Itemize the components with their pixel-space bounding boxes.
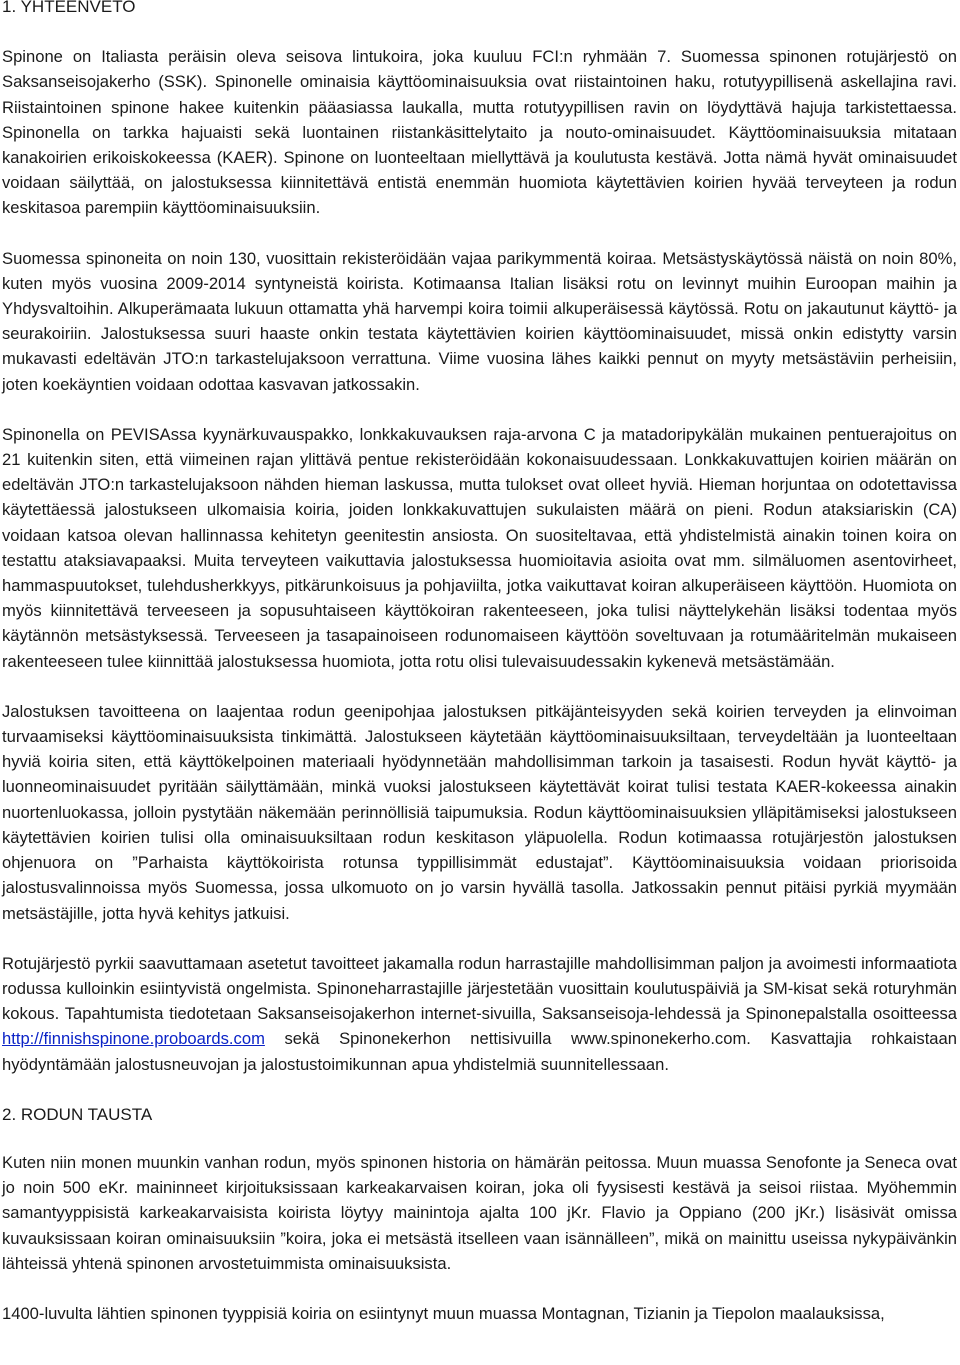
document-page — [2, 0, 957, 1326]
paragraph: Spinonella on PEVISAssa kyynärkuvauspakko, lonkkakuvauksen raja-arvona C ja matadoripykälän mukainen pentuerajoitus on 21 kuitenkin siten, että viimeinen rajan ylittävä pentue rekisteröidään kokonaisuudessaan. Lonkkakuvattujen koirien määrän on edeltävän JTO:n tarkastelujaksoon nähden hieman laskussa, mutta tulokset ovat olleet hyviä. Hieman horjuntaa on odotettavissa käytettäessä jalostukseen ulkomaisia koiria, joiden lonkkakuvattujen sukulaisten määrä on pieni. Rodun ataksiariskin (CA) voidaan katsoa olevan hallinnassa kehitetyn geenitestin ansiosta. On suositeltavaa, että yhdistelmistä ainakin toinen koira on testattu ataksiavapaaksi. Muita terveyteen vaikuttavia jalostuksessa huomioitavia asioita ovat mm. silmäluomen asentovirheet, hammaspuutokset, tulehdusherkkyys, pitkärunkoisuus ja pohjaviilta, jotka vaikuttavat koiran alkuperäiseen käyttöön. Huomiota on myös kiinnitettävä terveeseen ja sopusuhtaiseen käyttökoiran rakenteeseen, joka tulisi näyttelykehän lisäksi todentaa myös käytännön metsästyksessä. Terveeseen ja tasapainoiseen rodunomaiseen käyttöön soveltuvaan ja rotumääritelmän mukaiseen rakenteeseen tulee kiinnittää jalostuksessa huomiota, jotta rotu olisi tulevaisuudessakin kykenevä metsästämään. — [2, 424, 957, 671]
paragraph: Spinone on Italiasta peräisin oleva seisova lintukoira, joka kuuluu FCI:n ryhmään 7. Suomessa spinonen rotujärjestö on Saksanseisojakerho (SSK). Spinonelle ominaisia käyttöominaisuuksia ovat riistaintoinen haku, rotutyypillisenä askellajina ravi. Riistaintoinen spinone hakee kuitenkin pääasiassa laukalla, mutta rotutyypillisen ravin on löydyttävä hajuja tarkistettaessa. Spinonella on tarkka hajuaisti sekä luontainen riistankäsittelytaito ja nouto-ominaisuudet. Käyttöominaisuuksia mitataan kanakoirien erikoiskokeessa (KAER). Spinone on luonteeltaan miellyttävä ja koulutusta kestävä. Jotta nämä hyvät ominaisuudet voidaan säilyttää, on jalostuksessa kiinnitettävä entistä enemmän huomiota käytettävien koirien hyvää terveyteen ja rodun keskitasoa parempiin käyttöominaisuuksiin. — [2, 47, 957, 218]
paragraph-text: Rotujärjestö pyrkii saavuttamaan asetetut tavoitteet jakamalla rodun harrastajille mahdollisimman paljon ja avoimesti informaatiota rodussa kulloinkin esiintyvistä ongelmista. Spinoneharrastajille järjestetään vuosittain koulutuspäiviä ja SM-kisat sekä roturyhmän kokous. Tapahtumista tiedotetaan Saksanseisojakerhon internet-sivuilla, Saksanseisoja-lehdessä ja Spinonepalstalla osoitteessa — [2, 953, 957, 1024]
paragraph: 1400-luvulta lähtien spinonen tyyppisiä koiria on esiintynyt muun muassa Montagnan, Tizianin ja Tiepolon maalauksissa, — [2, 1303, 885, 1323]
paragraph: Jalostuksen tavoitteena on laajentaa rodun geenipohjaa jalostuksen pitkäjänteisyyden sekä koirien terveyden ja elinvoiman turvaamiseksi käyttöominaisuuksista tinkimättä. Jalostukseen käytetään käyttöominaisuuksiltaan, terveydeltään ja luonteeltaan hyviä koiria siten, että käyttökelpoinen materiaali hyödynnetään mahdollisimman tarkoin ja tasaisesti. Rodun hyvät käyttö- ja luonneominaisuudet pyritään säilyttämään, minkä vuoksi jalostukseen käytettävät koirat tulisi testata KAER-kokeessa ainakin nuortenluokassa, jolloin pystytään näkemään perinnöllisiä taipumuksia. Rodun käyttöominaisuuksien ylläpitämiseksi jalostukseen käytettävien koirien tulisi olla ominaisuuksiltaan rodun keskitason yläpuolella. Rodun kotimaassa rotujärjestön jalostuksen ohjenuora on ”Parhaista käyttökoirista rotunsa typpillisimmät edustajat”. Käyttöominaisuuksia voidaan priorisoida jalostusvalinnoissa myös Suomessa, jossa ulkomuoto on jo varsin hyvällä tasolla. Jatkossakin pennut pitäisi pyrkiä myymään metsästäjille, jotta hyvä kehitys jatkuisi. — [2, 701, 957, 923]
paragraph-text: sekä Spinonekerhon nettisivuilla www.spinonekerho.com. Kasvattajia rohkaistaan hyödyntämään jalostusneuvojan ja jalostustoimikunnan apua yhdistelmiä suunnitellessaan. — [2, 1029, 957, 1074]
paragraph-with-link — [2, 951, 957, 1077]
proboards-link[interactable]: http://finnishspinone.proboards.com — [2, 1029, 265, 1049]
section-heading-yhteenveto: 1. YHTEENVETO — [2, 0, 136, 16]
paragraph: Suomessa spinoneita on noin 130, vuosittain rekisteröidään vajaa parikymmentä koiraa. Metsästyskäytössä näistä on noin 80%, kuten myös vuosina 2009-2014 syntyneistä koirista. Kotimaansa Italian lisäksi rotu on levinnyt muihin Euroopan maihin ja Yhdysvaltoihin. Alkuperämaata lukuun ottamatta yhä harvempi koira toimii alkuperäisessä käytössä. Rotu on jakautunut käyttö- ja seurakoiriin. Jalostuksessa suuri haaste onkin testata käytettävien koirien käyttöominaisuudet, missä onkin edistytty varsin mukavasti edeltävän JTO:n tarkastelujaksoon verrattuna. Viime vuosina lähes kaikki pennut on myyty metsästäviin perheisiin, joten koekäyntien voidaan odottaa kasvavan jatkossakin. — [2, 248, 957, 394]
paragraph: Kuten niin monen muunkin vanhan rodun, myös spinonen historia on hämärän peitossa. Muun muassa Senofonte ja Seneca ovat jo noin 500 eKr. maininneet kirjoituksissaan karkeakarvaisen koiran, joka oli fyysisesti kestävä ja seisoi riistaa. Myöhemmin samantyyppisistä karkeakarvaisista koirista löytyy mainintoja ajalta 100 jKr. Flavio ja Oppiano (200 jKr.) lisäsivät omissa kuvauksissaan koiran ominaisuuksiin ”koira, joka ei metsästä itselleen vaan isännälleen”, mikä on mainittu useissa nykypäivänkin lähteissä yhtenä spinonen arvostetuimmista ominaisuuksista. — [2, 1152, 957, 1273]
section-heading-rodun-tausta: 2. RODUN TAUSTA — [2, 1104, 153, 1124]
